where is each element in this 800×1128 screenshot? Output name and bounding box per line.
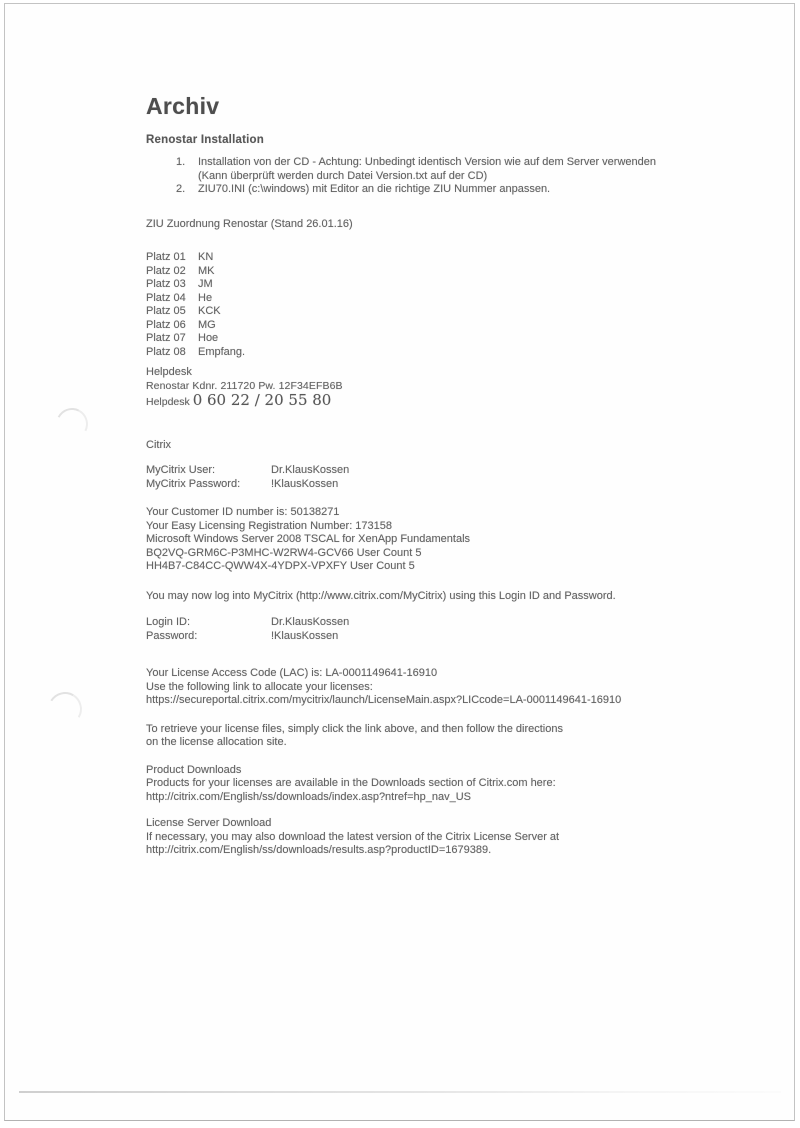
platz-label: Platz 06: [146, 318, 186, 331]
lac-line: Your License Access Code (LAC) is: LA-0001149641-16910: [146, 667, 438, 679]
list-item: [146, 183, 711, 197]
document-content: [146, 4, 711, 858]
platz-label: Platz 02: [146, 264, 186, 277]
license-server-section: [146, 817, 711, 858]
phone-label: Helpdesk: [146, 395, 193, 408]
downloads-url: http://citrix.com/English/ss/downloads/index.asp?ntref=hp_nav_US: [146, 790, 471, 803]
platz-label: Platz 01: [146, 251, 186, 263]
credential-label: MyCitrix User:: [146, 464, 216, 476]
credential-value: !KlausKossen: [271, 629, 339, 642]
phone-number: 0 60 22 / 20 55 80: [192, 390, 332, 409]
login-credentials: [146, 616, 711, 643]
ziu-assignment-table: [146, 251, 711, 359]
list-item: [146, 156, 711, 183]
license-access-code-block: [146, 667, 711, 708]
license-server-line: If necessary, you may also download the latest version of the Citrix License Server at: [146, 830, 560, 843]
step-line: Installation von der CD - Achtung: Unbedingt identisch Version wie auf dem Server verwenden: [198, 156, 656, 168]
table-row: [146, 319, 711, 333]
product-name-line: Microsoft Windows Server 2008 TSCAL for XenApp Fundamentals: [146, 533, 471, 545]
platz-label: Platz 08: [146, 345, 186, 358]
list-item-number: 1.: [176, 156, 186, 168]
platz-value: JM: [198, 278, 213, 290]
helpdesk-section: [146, 366, 711, 411]
table-row: [146, 292, 711, 306]
table-row: [146, 305, 711, 319]
credential-label: Login ID:: [146, 616, 191, 628]
product-downloads-line: Products for your licenses are available in the Downloads section of Citrix.com here:: [146, 777, 556, 789]
product-downloads-section: [146, 764, 711, 805]
retrieve-line: To retrieve your license files, simply click the link above, and then follow the directions: [146, 722, 563, 735]
table-row: [146, 278, 711, 292]
retrieve-instructions: [146, 723, 711, 750]
helpdesk-phone-line: [146, 392, 711, 411]
license-allocation-url: https://secureportal.citrix.com/mycitrix/launch/LicenseMain.aspx?LICcode=LA-0001149641-16910: [146, 694, 622, 706]
renostar-installation-heading: Renostar Installation: [146, 134, 264, 146]
step-line: (Kann überprüft werden durch Datei Version.txt auf der CD): [198, 169, 488, 182]
credential-value: !KlausKossen: [271, 477, 339, 490]
table-row: [146, 265, 711, 279]
platz-label: Platz 03: [146, 278, 186, 290]
scan-artifact-line: [19, 1091, 781, 1093]
platz-value: KN: [198, 251, 214, 263]
list-item-text: [198, 156, 656, 183]
platz-value: MK: [198, 264, 215, 277]
list-item-number: 2.: [176, 183, 186, 195]
lac-instruction-line: Use the following link to allocate your licenses:: [146, 680, 373, 693]
hole-punch-mark: [44, 688, 85, 729]
citrix-heading: Citrix: [146, 438, 172, 451]
product-downloads-heading: Product Downloads: [146, 763, 242, 776]
license-key-line: HH4B7-C84CC-QWW4X-4YDPX-VPXFY User Count 5: [146, 560, 415, 572]
table-row: [146, 332, 711, 346]
credential-row: [146, 464, 711, 478]
customer-id-line: Your Customer ID number is: 50138271: [146, 506, 340, 518]
hole-punch-mark: [52, 404, 92, 444]
credential-value: Dr.KlausKossen: [271, 464, 350, 476]
credential-row: [146, 630, 711, 644]
platz-value: KCK: [198, 305, 221, 317]
helpdesk-heading: Helpdesk: [146, 366, 192, 378]
license-key-line: BQ2VQ-GRM6C-P3MHC-W2RW4-GCV66 User Count 5: [146, 546, 422, 559]
mycitrix-credentials: [146, 464, 711, 491]
platz-value: Empfang.: [198, 345, 246, 358]
retrieve-line: on the license allocation site.: [146, 736, 287, 748]
platz-label: Platz 05: [146, 305, 186, 317]
table-row: [146, 251, 711, 265]
credential-row: [146, 478, 711, 492]
license-server-heading: License Server Download: [146, 817, 272, 829]
step-line: ZIU70.INI (c:\windows) mit Editor an die richtige ZIU Nummer anpassen.: [198, 183, 551, 195]
scanned-document-page: [4, 3, 795, 1121]
platz-value: MG: [198, 318, 216, 331]
platz-label: Platz 04: [146, 291, 186, 304]
credential-value: Dr.KlausKossen: [271, 616, 350, 628]
installation-steps-list: [146, 156, 711, 197]
ziu-heading: ZIU Zuordnung Renostar (Stand 26.01.16): [146, 217, 353, 230]
credential-label: MyCitrix Password:: [146, 477, 241, 490]
table-row: [146, 346, 711, 360]
license-server-url: http://citrix.com/English/ss/downloads/results.asp?productID=1679389.: [146, 844, 492, 856]
login-note: You may now log into MyCitrix (http://www.citrix.com/MyCitrix) using this Login ID and Password.: [146, 589, 616, 602]
credential-label: Password:: [146, 629, 198, 642]
registration-number-line: Your Easy Licensing Registration Number: 173158: [146, 519, 393, 532]
page-title: Archiv: [146, 93, 220, 119]
platz-value: Hoe: [198, 332, 219, 344]
platz-value: He: [198, 291, 213, 304]
helpdesk-account-line: Renostar Kdnr. 211720 Pw. 12F34EFB6B: [146, 379, 343, 392]
platz-label: Platz 07: [146, 332, 186, 344]
credential-row: [146, 616, 711, 630]
license-info-block: [146, 506, 711, 574]
list-item-text: [198, 183, 550, 197]
